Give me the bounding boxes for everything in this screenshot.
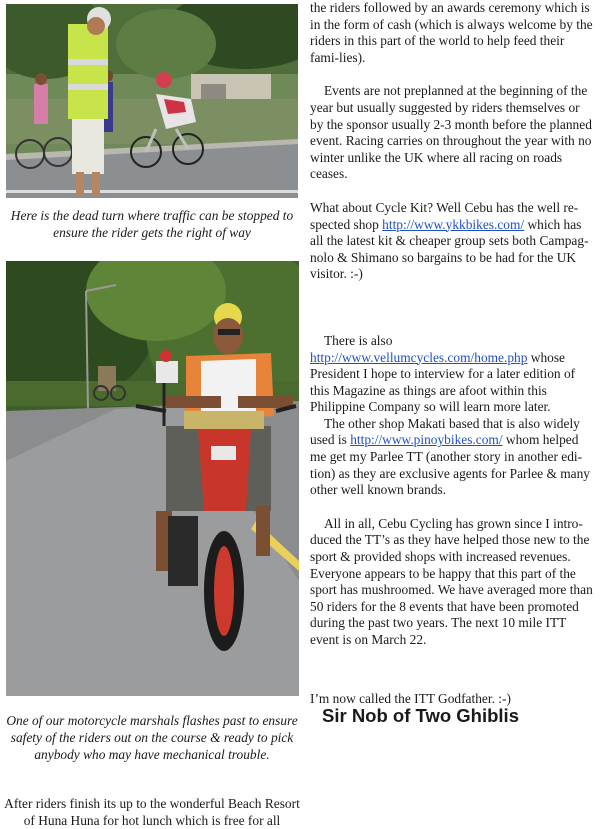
cycle-kit-text-end: which has all the latest kit & cheaper group sets both Campag-nolo & Shimano so bargains to be had for the UK visitor. :-) (310, 216, 589, 282)
pinoybikes-link[interactable]: http://www.pinoybikes.com/ (350, 432, 503, 448)
author-signature: Sir Nob of Two Ghiblis (322, 705, 519, 726)
godfather-paragraph: I’m now called the ITT Godfather. :-) (310, 690, 511, 706)
motorcycle-marshal-photo (6, 261, 299, 696)
makati-paragraph (310, 416, 596, 499)
events-paragraph: Events are not preplanned at the beginning of the year but usually suggested by riders themselves or by the sponsor usually 2-3 month before the planned event. Racing carries on throughout the year with no winter unlike the UK where all racing on roads ceases. (310, 83, 592, 182)
vellum-paragraph (310, 333, 596, 416)
article-column (310, 0, 596, 707)
vellum-text: There is also (324, 332, 393, 348)
ykkbikes-link[interactable]: http://www.ykkbikes.com/ (382, 216, 525, 232)
makati-text: The other shop Makati based that is also widely used is (310, 415, 580, 448)
vellumcycles-link[interactable]: http://www.vellumcycles.com/home.php (310, 349, 528, 365)
makati-text-end: whom helped me get my Parlee TT (another story in another edi-tion) as they are exclusive agents for Parlee & many other well known brands. (310, 432, 590, 498)
awards-paragraph: the riders followed by an awards ceremony which is in the form of cash (which is always welcome by the riders in this part of the world to help feed their fami-lies). (310, 0, 593, 65)
dead-turn-caption: Here is the dead turn where traffic can be stopped to ensure the rider gets the right of way (10, 208, 294, 240)
motorcycle-marshal-caption: One of our motorcycle marshals flashes past to ensure safety of the riders out on the course & ready to pick anybody who may have mechanical trouble. (6, 713, 298, 762)
lunch-paragraph: After riders finish its up to the wonderful Beach Resort of Huna Huna for hot lunch which is free for all (4, 796, 300, 828)
dead-turn-photo (6, 4, 298, 198)
cycle-kit-paragraph (310, 200, 596, 283)
vellum-text-end: whose President I hope to interview for a later edition of this Magazine as things are afoot within this Philippine Company so will learn more later. (310, 349, 576, 415)
growth-paragraph: All in all, Cebu Cycling has grown since I intro-duced the TT’s as they have helped those new to the sport & provided shops with increased revenues. Everyone appears to be happy that this part of the sport has mushroomed. We have averaged more than 50 riders for the 8 events that have been promoted during the past two years. The next 10 mile ITT event is on March 22. (310, 515, 593, 647)
cycle-kit-text: What about Cycle Kit? Well Cebu has the well re-spected shop (310, 199, 579, 232)
